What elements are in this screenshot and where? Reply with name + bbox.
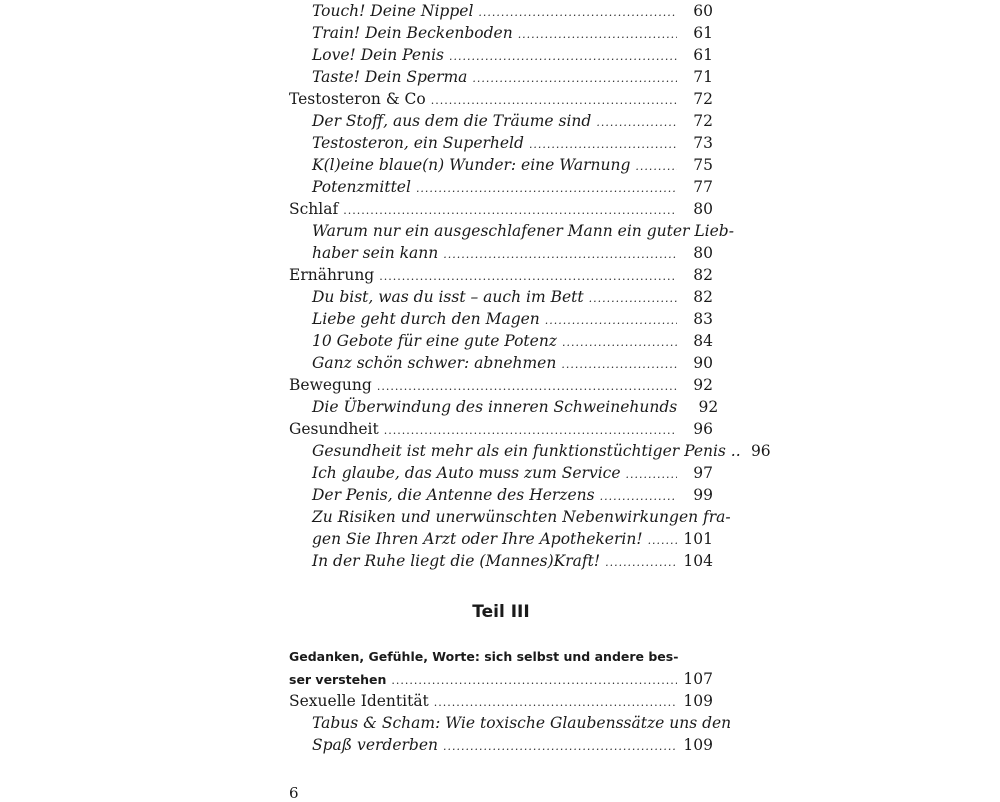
toc-entry: Der Penis, die Antenne des Herzens ..... 99 — [312, 484, 713, 506]
toc-section: Bewegung ..... 92 — [289, 374, 713, 396]
toc-entry: Taste! Dein Sperma ..... 71 — [312, 66, 713, 88]
toc-entry-line1: Warum nur ein ausgeschlafener Mann ein guter Lieb- — [312, 222, 734, 240]
toc-entry: K(l)eine blaue(n) Wunder: eine Warnung ..... 75 — [312, 154, 713, 176]
toc-entry: Love! Dein Penis ..... 61 — [312, 44, 713, 66]
toc-section: Ernährung ..... 82 — [289, 264, 713, 286]
part-heading: Teil III — [472, 602, 530, 622]
toc-entry: Ganz schön schwer: abnehmen ..... 90 — [312, 352, 713, 374]
toc-entry-line1: Zu Risiken und unerwünschten Nebenwirkungen fra- — [312, 508, 731, 526]
toc-entry: Liebe geht durch den Magen ..... 83 — [312, 308, 713, 330]
toc-entry: 10 Gebote für eine gute Potenz ..... 84 — [312, 330, 713, 352]
toc-entry: haber sein kann ..... 80 — [312, 242, 713, 264]
toc-entry: Gesundheit ist mehr als ein funktionstüchtiger Penis .. 96 — [312, 442, 771, 460]
toc-entry: Die Überwindung des inneren Schweinehunds 92 — [312, 398, 719, 416]
toc-entry-line1: Tabus & Scham: Wie toxische Glaubenssätze uns den — [312, 714, 732, 732]
toc-entry: Testosteron, ein Superheld ..... 73 — [312, 132, 713, 154]
toc-section: Testosteron & Co ..... 72 — [289, 88, 713, 110]
toc-chapter: ser verstehen ..... 107 — [289, 668, 713, 690]
toc-section: Sexuelle Identität ..... 109 — [289, 690, 713, 712]
toc-section: Schlaf ..... 80 — [289, 198, 713, 220]
toc-entry: Potenzmittel ..... 77 — [312, 176, 713, 198]
toc-entry: Train! Dein Beckenboden ..... 61 — [312, 22, 713, 44]
toc-entry: Spaß verderben ..... 109 — [312, 734, 713, 756]
toc-entry: gen Sie Ihren Arzt oder Ihre Apothekerin! ..... 101 — [312, 528, 713, 550]
toc-entry: Touch! Deine Nippel ..... 60 — [312, 0, 713, 22]
toc-page — [289, 0, 771, 802]
toc-entry: Ich glaube, das Auto muss zum Service ..... 97 — [312, 462, 713, 484]
toc-entry: Der Stoff, aus dem die Träume sind ..... 72 — [312, 110, 713, 132]
page-number: 6 — [289, 784, 299, 802]
chapter-title-line1: Gedanken, Gefühle, Worte: sich selbst und andere bes- — [289, 649, 679, 664]
toc-entry: In der Ruhe liegt die (Mannes)Kraft! ..... 104 — [312, 550, 713, 572]
toc-section: Gesundheit ..... 96 — [289, 418, 713, 440]
toc-entry: Du bist, was du isst – auch im Bett ..... 82 — [312, 286, 713, 308]
